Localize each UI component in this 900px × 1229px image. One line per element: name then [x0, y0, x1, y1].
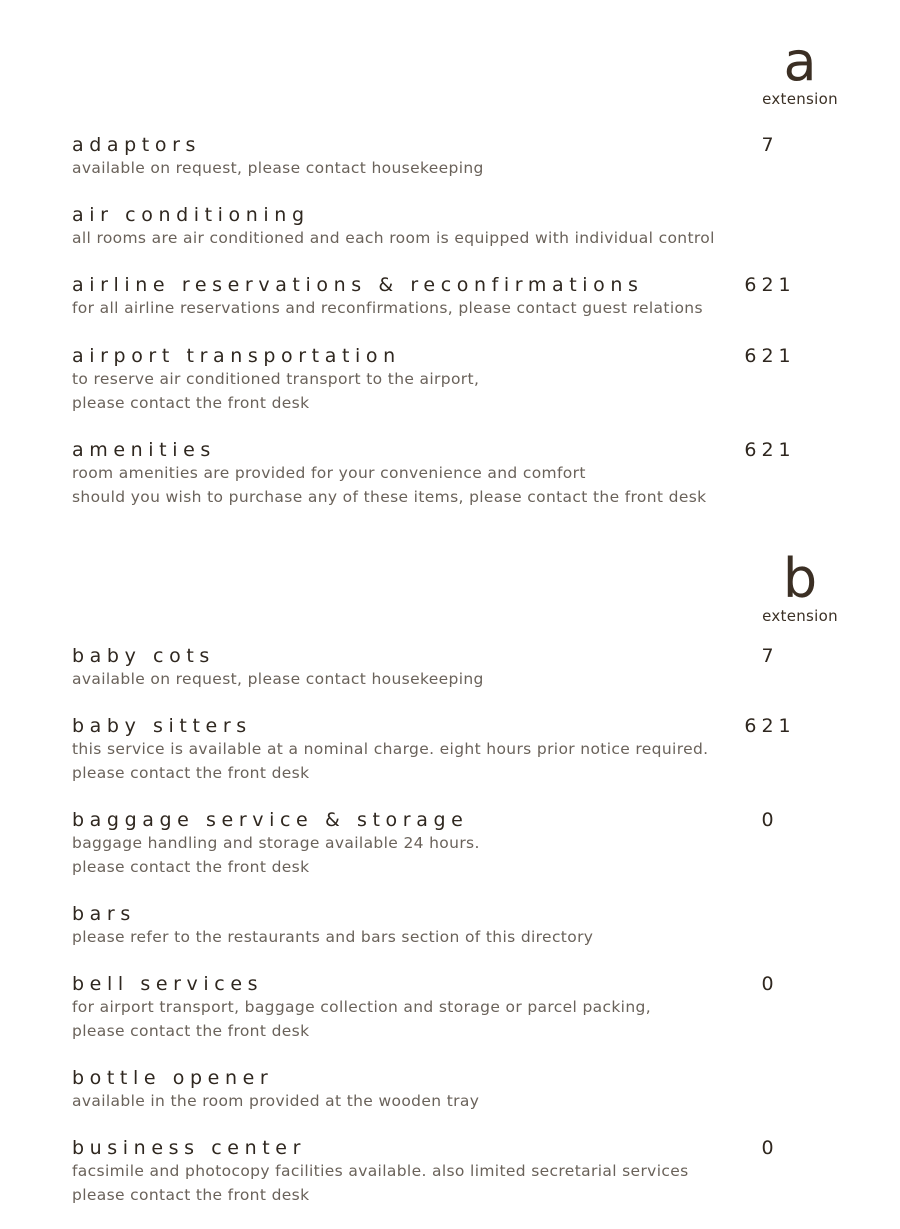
description-line: all rooms are air conditioned and each room is equipped with individual control — [72, 229, 715, 247]
entry-description — [72, 831, 852, 879]
entry-title: bell services — [72, 973, 264, 995]
entry-business-center — [72, 1137, 852, 1207]
extension-label: extension — [762, 607, 838, 625]
description-line: for all airline reservations and reconfirmations, please contact guest relations — [72, 299, 703, 317]
entry-title: bars — [72, 903, 136, 925]
entry-extension: 621 — [744, 345, 796, 367]
entry-description — [72, 925, 852, 949]
entry-adaptors — [72, 134, 852, 180]
description-line: room amenities are provided for your convenience and comfort — [72, 464, 586, 482]
section-header-a — [740, 30, 860, 108]
entry-baby-sitters — [72, 715, 852, 785]
entry-description — [72, 461, 852, 509]
entry-description — [72, 367, 852, 415]
description-line: please contact the front desk — [72, 1186, 310, 1204]
description-line: should you wish to purchase any of these items, please contact the front desk — [72, 488, 707, 506]
entry-airport-transportation — [72, 345, 852, 415]
entry-extension: 621 — [744, 274, 796, 296]
entry-baggage-service — [72, 809, 852, 879]
section-header-b — [740, 547, 860, 625]
description-line: available on request, please contact housekeeping — [72, 670, 484, 688]
description-line: please contact the front desk — [72, 764, 310, 782]
entry-extension: 0 — [761, 1137, 779, 1159]
entry-title: baby sitters — [72, 715, 252, 737]
entry-air-conditioning — [72, 204, 852, 250]
description-line: available on request, please contact housekeeping — [72, 159, 484, 177]
description-line: for airport transport, baggage collection and storage or parcel packing, — [72, 998, 651, 1016]
entry-title: business center — [72, 1137, 306, 1159]
entry-title: adaptors — [72, 134, 201, 156]
entry-amenities — [72, 439, 852, 509]
section-letter: b — [782, 547, 818, 610]
entry-bottle-opener — [72, 1067, 852, 1113]
entry-baby-cots — [72, 645, 852, 691]
entry-description — [72, 667, 852, 691]
entry-description — [72, 1089, 852, 1113]
description-line: facsimile and photocopy facilities available. also limited secretarial services — [72, 1162, 689, 1180]
description-line: baggage handling and storage available 24 hours. — [72, 834, 480, 852]
entry-title: airline reservations & reconfirmations — [72, 274, 644, 296]
description-line: please refer to the restaurants and bars section of this directory — [72, 928, 594, 946]
description-line: please contact the front desk — [72, 858, 310, 876]
entry-airline-reservations — [72, 274, 852, 320]
entry-description — [72, 995, 852, 1043]
entry-extension: 621 — [744, 715, 796, 737]
entry-extension: 7 — [761, 134, 779, 156]
description-line: available in the room provided at the wooden tray — [72, 1092, 480, 1110]
entry-description — [72, 737, 852, 785]
description-line: to reserve air conditioned transport to the airport, — [72, 370, 480, 388]
entry-title: bottle opener — [72, 1067, 274, 1089]
description-line: please contact the front desk — [72, 394, 310, 412]
entry-description — [72, 156, 852, 180]
entry-description — [72, 226, 852, 250]
entry-description — [72, 296, 852, 320]
section-letter: a — [783, 30, 817, 93]
entry-description — [72, 1159, 852, 1207]
entry-extension: 0 — [761, 973, 779, 995]
entry-title: baggage service & storage — [72, 809, 469, 831]
entry-title: baby cots — [72, 645, 215, 667]
description-line: this service is available at a nominal charge. eight hours prior notice required. — [72, 740, 709, 758]
entry-bars — [72, 903, 852, 949]
entry-title: amenities — [72, 439, 216, 461]
description-line: please contact the front desk — [72, 1022, 310, 1040]
entry-title: airport transportation — [72, 345, 401, 367]
entry-bell-services — [72, 973, 852, 1043]
entry-extension: 0 — [761, 809, 779, 831]
entry-title: air conditioning — [72, 204, 310, 226]
entry-extension: 621 — [744, 439, 796, 461]
entry-extension: 7 — [761, 645, 779, 667]
extension-label: extension — [762, 90, 838, 108]
